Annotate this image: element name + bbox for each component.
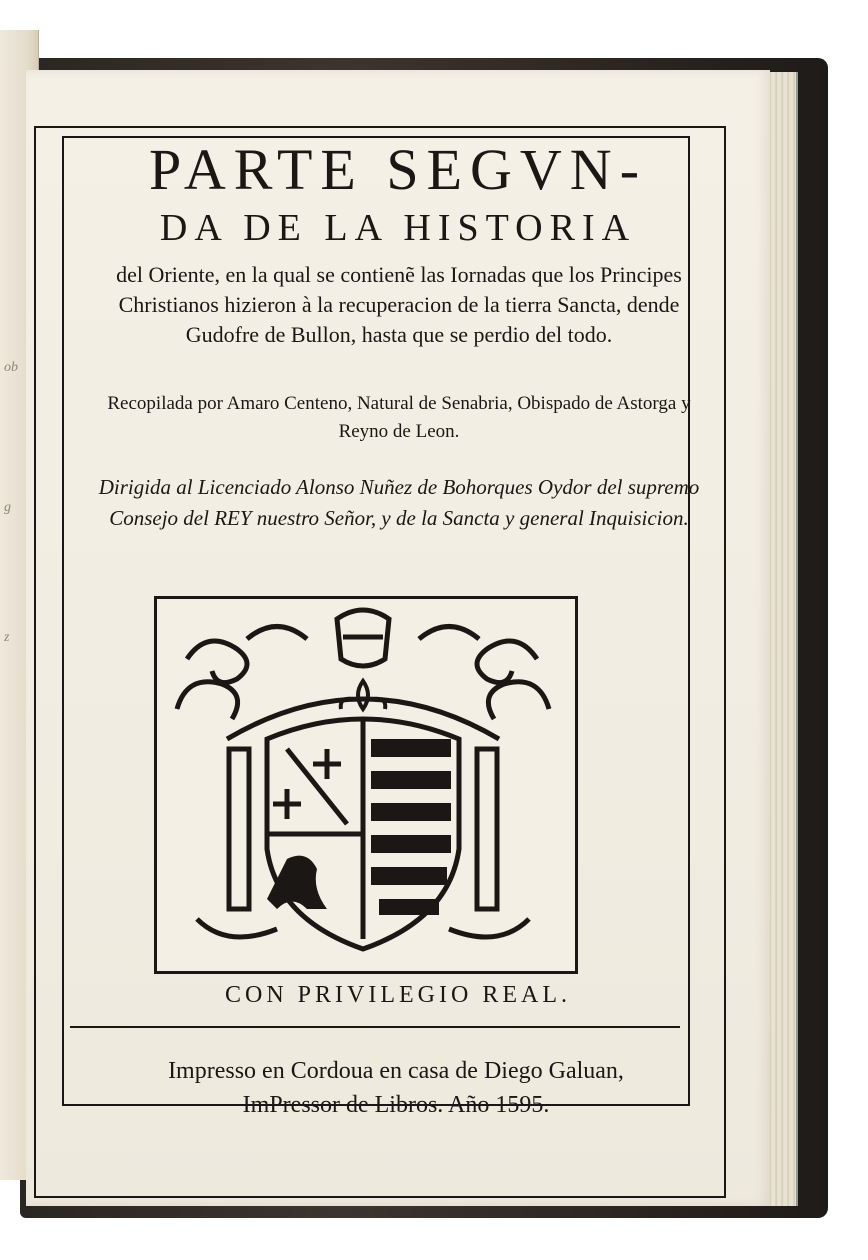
title-line-2: DA DE LA HISTORIA (159, 207, 637, 249)
privilege-line: CON PRIVILEGIO REAL. (225, 982, 571, 1008)
imprint (86, 1054, 706, 1122)
imprint-line-2: ImPressor de Libros. Año 1595. (242, 1092, 550, 1118)
facing-page-edge: ob g z (0, 30, 39, 1180)
divider-rule (70, 1026, 680, 1028)
imprint-line-1: Impresso en Cordoua en casa de Diego Galuan, (168, 1058, 624, 1084)
title-page (26, 70, 770, 1206)
coat-of-arms-woodcut (154, 596, 578, 974)
coat-of-arms-icon (157, 599, 569, 965)
dedication: Dirigida al Licenciado Alonso Nuñez de Bohorques Oydor del supremo Consejo del REY nuestro Señor, y de la Sancta y general Inquisicion. (98, 475, 700, 530)
subtitle: del Oriente, en la qual se contienẽ las Iornadas que los Principes Christianos hizieron à la recuperacion de la tierra Sancta, dende Gudofre de Bullon, hasta que se perdio del todo. (116, 262, 682, 347)
compiled-by: Recopilada por Amaro Centeno, Natural de Senabria, Obispado de Astorga y Reyno de Leon. (107, 393, 691, 442)
title-line-1: PARTE SEGVN- (148, 137, 648, 202)
